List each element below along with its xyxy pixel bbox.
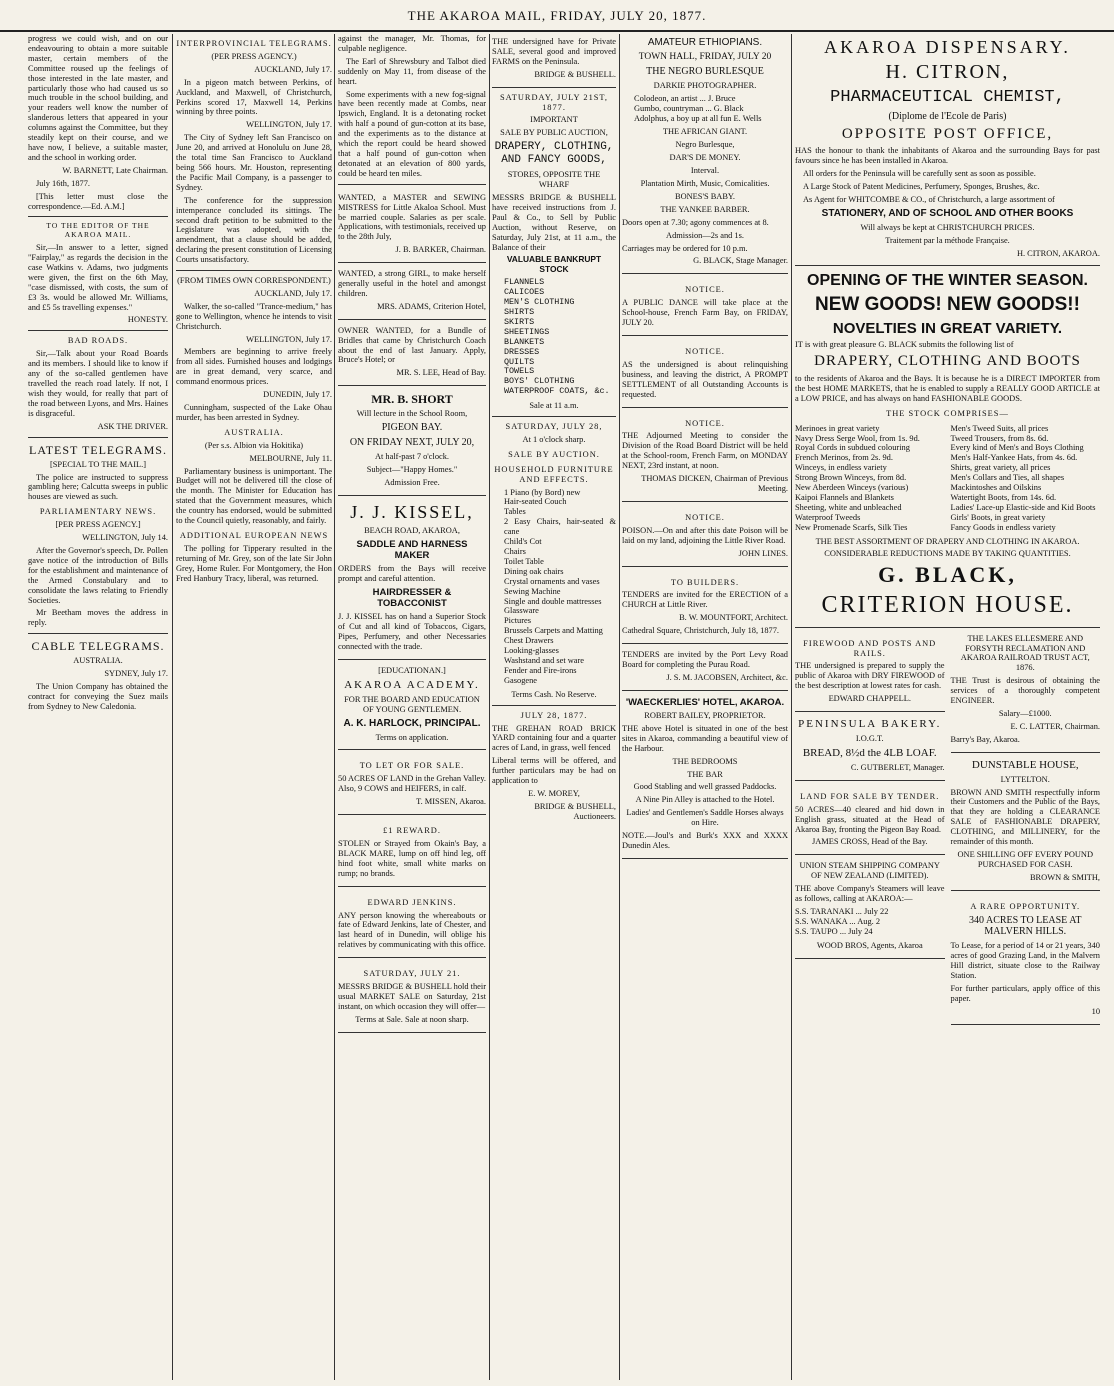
plantation-label: Plantation Mirth, Music, Comicalities. bbox=[640, 179, 770, 189]
morey-name: E. W. MOREY, bbox=[528, 788, 580, 798]
household-item-list bbox=[504, 488, 616, 686]
column-1 bbox=[28, 34, 168, 1380]
ad-signature: MRS. ADAMS, Criterion Hotel, bbox=[377, 301, 486, 311]
stock-entry: Fancy Goods in endless variety bbox=[950, 522, 1056, 532]
stock-entry: New Promenade Scarfs, Silk Ties bbox=[795, 522, 908, 532]
column-4 bbox=[492, 34, 616, 1380]
stock-item: WATERPROOF COATS, &c. bbox=[504, 386, 610, 397]
household-item: Pictures bbox=[504, 616, 531, 626]
nine-pin-alley: A Nine Pin Alley is attached to the Hotel. bbox=[635, 795, 775, 805]
stock-item: FLANNELS bbox=[504, 277, 545, 288]
stock-entry: Royal Cords in subdued colouring bbox=[795, 443, 910, 453]
ad-bakery bbox=[795, 715, 945, 781]
cast-member: Gumbo, countryman ... G. Black bbox=[634, 103, 744, 113]
household-item: Dining oak chairs bbox=[504, 566, 564, 576]
news-text: Some experiments with a new fog-signal have been recently made at Combs, near Ipswich, England. It is a detonating rocket with half a pound of gun-cotton at its base, and the experiments as to the distance at which the report could be heard showed that a half pound of gun-cotton when detonated at an elevation of 800 yards, could be heard ten miles. bbox=[338, 89, 486, 178]
column-3 bbox=[338, 34, 486, 1380]
lakes-title: THE LAKES ELLESMERE AND FORSYTH RECLAMATION AND AKAROA RAILROAD TRUST ACT, 1876. bbox=[960, 633, 1090, 673]
chappell: EDWARD CHAPPELL. bbox=[828, 694, 911, 704]
ad-signature: BRIDGE & BUSHELL. bbox=[534, 69, 616, 79]
stock-item: MEN'S CLOTHING bbox=[504, 297, 575, 308]
letter-date: July 16th, 1877. bbox=[36, 178, 90, 188]
latter: E. C. LATTER, Chairman. bbox=[1010, 721, 1100, 731]
stock-item: SHIRTS bbox=[504, 306, 535, 317]
town-hall: TOWN HALL, FRIDAY, JULY 20 bbox=[638, 51, 772, 62]
lecture-line: At half-past 7 o'clock. bbox=[374, 451, 450, 461]
citron-name: H. CITRON, bbox=[885, 61, 1010, 84]
intro-text: IT is with great pleasure G. BLACK submits the following list of bbox=[795, 340, 1014, 350]
to-let-title: TO LET OR FOR SALE. bbox=[359, 761, 465, 771]
auction-date: SATURDAY, JULY 21ST, 1877. bbox=[499, 92, 609, 112]
ad-builders bbox=[622, 570, 788, 645]
carriages: Carriages may be ordered for 10 p.m. bbox=[622, 243, 748, 253]
to-editor: TO THE EDITOR OF THE AKAROA MAIL. bbox=[46, 221, 150, 240]
burlesque-label: Negro Burlesque, bbox=[675, 140, 735, 150]
ad-dunstable bbox=[951, 756, 1101, 891]
union-text: THE above Company's Steamers will leave as follows, calling at AKAROA:— bbox=[795, 884, 945, 904]
ad-wanted-girl bbox=[338, 266, 486, 320]
household-item: Crystal ornaments and vases bbox=[504, 576, 600, 586]
notice-title: NOTICE. bbox=[685, 347, 725, 357]
ad-notice-settlement bbox=[622, 339, 788, 408]
stock-entry: Waterproof Tweeds bbox=[795, 512, 861, 522]
ad-text: WANTED, a strong GIRL, to make herself generally useful in the hotel and amongst children. bbox=[338, 269, 486, 298]
drapery-clothing-boots: DRAPERY, CLOTHING AND BOOTS bbox=[814, 353, 1081, 370]
pharmaceutical-chemist: PHARMACEUTICAL CHEMIST, bbox=[830, 87, 1065, 107]
news-text: The polling for Tipperary resulted in the returning of Mr. Grey, son of the late Sir John Grey, Home Ruler. For Montgomery, the Hon Fred Hanbury Tracy, liberal, was returned. bbox=[176, 543, 332, 583]
stock-item: SKIRTS bbox=[504, 316, 535, 327]
bad-roads-title: BAD ROADS. bbox=[67, 336, 129, 346]
ad-jenkins bbox=[338, 890, 486, 959]
household-item: Single and double mattresses bbox=[504, 596, 602, 606]
july-28-time: At 1 o'clock sharp. bbox=[522, 434, 586, 444]
lecturer-name: MR. B. SHORT bbox=[371, 392, 453, 407]
dunstable-title: DUNSTABLE HOUSE, bbox=[971, 758, 1079, 771]
column-5 bbox=[622, 34, 788, 1380]
news-text: Cunningham, suspected of the Lake Ohau murder, has been arrested in Sydney. bbox=[176, 403, 332, 422]
grehan-text: THE GREHAN ROAD BRICK YARD containing four and a quarter acres of Land, in grass, well fenced bbox=[492, 723, 616, 753]
stage-manager: G. BLACK, Stage Manager. bbox=[693, 256, 788, 266]
editor-note: [This letter must close the correspondence.—Ed. A.M.] bbox=[28, 191, 168, 211]
stock-entry: Kaipoi Flannels and Blankets bbox=[795, 492, 894, 502]
dance-text: A PUBLIC DANCE will take place at the School-house, French Farm Bay, on FRIDAY, JULY 20. bbox=[622, 298, 788, 328]
ad-hotel bbox=[622, 694, 788, 859]
notice-title: NOTICE. bbox=[685, 512, 725, 522]
academy-title: AKAROA ACADEMY. bbox=[344, 678, 480, 691]
interprovincial-title: INTERPROVINCIAL TELEGRAMS. bbox=[176, 39, 332, 48]
stock-item: TOWELS bbox=[504, 366, 535, 377]
hotel-title: 'WAECKERLIES' HOTEL, AKAROA. bbox=[625, 696, 785, 708]
household-item: Chairs bbox=[504, 547, 526, 556]
column-rule bbox=[791, 34, 792, 1380]
lakes-text: THE Trust is desirous of obtaining the services of a thoroughly competent ENGINEER. bbox=[950, 676, 1100, 706]
land-text: 50 ACRES—40 cleared and hid down in English grass, situated at the Head of Akaroa Bay, fronting the Pigeon Bay Road. bbox=[795, 804, 945, 834]
architect: B. W. MOUNTFORT, Architect. bbox=[679, 613, 788, 623]
saddle-horses: Ladies' and Gentlemen's Saddle Horses always on Hire. bbox=[626, 808, 784, 828]
lecture-line: Subject—"Happy Homes." bbox=[366, 464, 458, 474]
reward-title: £1 REWARD. bbox=[383, 826, 441, 836]
household-item: Gasogene bbox=[504, 675, 538, 685]
acres-to-lease: 340 ACRES TO LEASE AT MALVERN HILLS. bbox=[969, 914, 1082, 938]
ship-sailing: S.S. TAUPO ... July 24 bbox=[795, 926, 873, 936]
cast-list bbox=[634, 94, 788, 124]
lyttelton: LYTTELTON. bbox=[1000, 774, 1050, 784]
firewood-title: FIREWOOD AND POSTS AND RAILS. bbox=[803, 638, 937, 658]
stock-item: DRESSES bbox=[504, 346, 540, 357]
kissel-address: BEACH ROAD, AKAROA, bbox=[364, 525, 460, 535]
dispensary-text: A Large Stock of Patent Medicines, Perfumery, Sponges, Brushes, &c. bbox=[803, 182, 1040, 192]
union-title: UNION STEAM SHIPPING COMPANY OF NEW ZEALAND (LIMITED). bbox=[799, 861, 940, 881]
hairdresser-heading: HAIRDRESSER & TOBACCONIST bbox=[372, 587, 452, 610]
column-6 bbox=[795, 34, 1100, 1380]
latest-text: The police are instructed to suppress gambling here; Calcutta sweeps in public houses are viewed as such. bbox=[28, 472, 168, 502]
stock-entry: Mackintoshes and Oilskins bbox=[950, 483, 1042, 493]
christchurch-prices: Will always be kept at CHRISTCHURCH PRICES. bbox=[860, 222, 1035, 232]
dispensary-text: All orders for the Peninsula will be carefully sent as soon as possible. bbox=[803, 169, 1036, 179]
bakery-manager: C. GUTBERLET, Manager. bbox=[850, 762, 945, 772]
bedrooms: THE BEDROOMS bbox=[672, 756, 738, 766]
dateline: AUCKLAND, July 17. bbox=[254, 64, 332, 74]
money-title: DAR'S DE MONEY. bbox=[669, 153, 741, 163]
parl-text: After the Governor's speech, Dr. Pollen gave notice of the introduction of Bills for the establishment and maintenance of the Armed Constabulary and to consolidate the laws relating to Friendly Societies. bbox=[28, 546, 168, 605]
stock-entry: Every kind of Men's and Boys Clothing bbox=[950, 443, 1084, 453]
stock-entry: Men's Half-Yankee Hats, from 4s. 6d. bbox=[950, 453, 1078, 463]
notice-title: NOTICE. bbox=[685, 285, 725, 295]
to-let-text: 50 ACRES OF LAND in the Grehan Valley. Also, 9 COWS and HEIFERS, in calf. bbox=[338, 774, 486, 794]
architect: J. S. M. JACOBSEN, Architect, &c. bbox=[666, 672, 788, 682]
g-black: G. BLACK, bbox=[878, 562, 1017, 588]
news-text: Parliamentary business is unimportant. The Budget will not be delivered till the close of the month. The Minister for Education has stated that the Government measures, which the country has endorsed, would be submitted to the Council quietly, reasonably, and fairly. bbox=[176, 466, 332, 526]
sale-by-auction: SALE BY AUCTION. bbox=[508, 449, 600, 459]
poison-signature: JOHN LINES. bbox=[738, 548, 788, 558]
ad-lakes-trust bbox=[951, 631, 1101, 753]
negro-burlesque: THE NEGRO BURLESQUE bbox=[646, 66, 764, 77]
parl-text-2: Mr Beetham moves the address in reply. bbox=[28, 608, 168, 628]
own-correspondent: (FROM TIMES OWN CORRESPONDENT.) bbox=[177, 276, 331, 286]
hotel-text: THE above Hotel is situated in one of the best sites in Akaroa, commanding a beautiful view of the Harbour. bbox=[622, 723, 788, 753]
builders-title: TO BUILDERS. bbox=[670, 577, 740, 587]
column-rule bbox=[172, 34, 173, 1380]
stock-list-right bbox=[951, 424, 1101, 533]
reductions: CONSIDERABLE REDUCTIONS MADE BY TAKING QUANTITIES. bbox=[824, 549, 1071, 559]
diplome: (Diplome de l'Ecole de Paris) bbox=[888, 110, 1007, 122]
to-let-signature: T. MISSEN, Akaroa. bbox=[416, 797, 486, 807]
household-item: 1 Piano (by Bord) new bbox=[504, 487, 581, 497]
stock-entry: Strong Brown Winceys, from 8d. bbox=[795, 473, 907, 483]
ad-dispensary bbox=[795, 34, 1100, 266]
column-rule bbox=[619, 34, 620, 1380]
news-text: against the manager, Mr. Thomas, for culpable negligence. bbox=[338, 34, 486, 53]
ad-poison bbox=[622, 505, 788, 567]
market-sale-title: SATURDAY, JULY 21. bbox=[363, 969, 461, 979]
household-item: 2 Easy Chairs, hair-seated & cane bbox=[504, 517, 616, 537]
letter-text: progress we could wish, and on our endeavouring to obtain a more suitable master, certain members of the Committee roused up the feelings of those interested in the late master, and particularly those who had caused us so much trouble in the school building, and your readers well know the number of slanderous letters that appeared in your columns against the Committee, but they steadily kept on their course, and we have now, I believe, a suitable master, and the school in working order. bbox=[28, 34, 168, 162]
kissel-orders: ORDERS from the Bays will receive prompt and careful attention. bbox=[338, 564, 486, 584]
bar: THE BAR bbox=[687, 769, 723, 779]
stock-list-left bbox=[795, 424, 945, 533]
masthead: THE AKAROA MAIL, FRIDAY, JULY 20, 1877. bbox=[0, 8, 1114, 32]
ad-kissel bbox=[338, 499, 486, 660]
best-assortment: THE BEST ASSORTMENT OF DRAPERY AND CLOTHING IN AKAROA. bbox=[815, 536, 1080, 546]
reward-text: STOLEN or Strayed from Okain's Bay, a BLACK MARE, lump on off hind leg, off hind foot white, small white marks on rump; no brands. bbox=[338, 838, 486, 878]
household-item: Chest Drawers bbox=[504, 636, 554, 646]
july-28-title: SATURDAY, JULY 28, bbox=[505, 422, 603, 432]
lecture-line: PIGEON BAY. bbox=[381, 422, 443, 434]
ad-to-let bbox=[338, 753, 486, 815]
bones-baby: BONES'S BABY. bbox=[675, 191, 735, 201]
ad-private-sale bbox=[492, 34, 616, 88]
household-item: Hair-seated Couch bbox=[504, 497, 567, 507]
darkie-photographer: DARKIE PHOTOGRAPHER. bbox=[653, 80, 757, 90]
stock-entry: Ladies' Lace-up Elastic-side and Kid Boots bbox=[950, 502, 1096, 512]
rare-opportunity: A RARE OPPORTUNITY. bbox=[970, 901, 1081, 911]
parl-date: WELLINGTON, July 14. bbox=[82, 533, 168, 543]
ad-owner-wanted bbox=[338, 323, 486, 387]
lease-text: To Lease, for a period of 14 or 21 years, 340 acres of good Grazing Land, in the Malvern Hill district, situate close to the Railway Station. bbox=[950, 941, 1100, 980]
drapery-heading: DRAPERY, CLOTHING, AND FANCY GOODS, bbox=[494, 141, 614, 167]
stock-item: QUILTS bbox=[504, 356, 535, 367]
stock-entry: Men's Collars and Ties, all shapes bbox=[950, 473, 1065, 483]
cathedral-date: Cathedral Square, Christchurch, July 18, 1877. bbox=[622, 626, 780, 636]
ad-lecture bbox=[338, 389, 486, 495]
ad-black-drapery bbox=[795, 269, 1100, 627]
educational-label: [EDUCATIONAN.] bbox=[378, 666, 446, 676]
admission: Admission—2s and 1s. bbox=[666, 230, 744, 240]
auctioneers: BRIDGE & BUSHELL, Auctioneers. bbox=[534, 801, 616, 821]
cable-text: The Union Company has obtained the contract for conveying the Suez mails from Sydney to New Caledonia. bbox=[28, 682, 168, 712]
stock-lists bbox=[795, 422, 1100, 537]
australia-heading: AUSTRALIA. bbox=[224, 427, 284, 437]
stock-comprises: THE STOCK COMPRISES— bbox=[886, 408, 1009, 418]
news-text: Members are beginning to arrive freely from all sides. Furnished houses and lodgings are in great demand, very scarce, and command enormous prices. bbox=[176, 347, 332, 387]
further-particulars: For further particulars, apply office of this paper. bbox=[950, 983, 1100, 1003]
news-text: In a pigeon match between Perkins, of Auckland, and Maxwell, of Christchurch, Perkins scored 17, Maxwell 14, Perkins winning by three points. bbox=[176, 77, 332, 117]
household-title: HOUSEHOLD FURNITURE AND EFFECTS. bbox=[494, 464, 614, 484]
stock-entry: Men's Tweed Suits, all prices bbox=[950, 423, 1049, 433]
ad-notice-meeting bbox=[622, 411, 788, 502]
shilling-off: ONE SHILLING OFF EVERY POUND PURCHASED FOR CASH. bbox=[957, 850, 1094, 869]
household-item: Washstand and set ware bbox=[504, 655, 585, 665]
stock-item: CALICOES bbox=[504, 287, 545, 298]
traitement: Traitement par la méthode Française. bbox=[885, 235, 1010, 245]
ad-market-sale bbox=[338, 961, 486, 1033]
ad-text: WANTED, a MASTER and SEWING MISTRESS for Little Akaloa School. Must be married couple. Salaries as per scale. Applications, with testimonials, received up to the 28th July, bbox=[338, 192, 486, 242]
dateline: WELLINGTON, July 17. bbox=[246, 120, 332, 130]
ship-list bbox=[795, 907, 945, 937]
bad-roads-text: Sir,—Talk about your Road Boards and its members. I should like to know if any of the so-called gentlemen have travelled the reach road lately. If not, I wish they would, for really that part of the road between Lyons, and Mrs. Haines is disgraceful. bbox=[28, 349, 168, 418]
amateur-title: AMATEUR ETHIOPIANS. bbox=[647, 37, 763, 48]
dispensary-text: HAS the honour to thank the inhabitants of Akaroa and the surrounding Bays for past favours since he has been installed in Akaroa. bbox=[795, 146, 1100, 166]
dateline: DUNEDIN, July 17. bbox=[263, 390, 332, 400]
stock-entry: New Aberdeen Winceys (various) bbox=[795, 483, 909, 493]
ad-text: OWNER WANTED, for a Bundle of Bridles that came by Christchurch Coach about the end of last January. Apply, Bruce's Hotel; or bbox=[338, 325, 486, 365]
household-item: Fender and Fire-irons bbox=[504, 665, 577, 675]
dateline: WELLINGTON, July 17. bbox=[246, 334, 332, 344]
parliamentary-title: PARLIAMENTARY NEWS. bbox=[39, 507, 157, 517]
lecture-line: Will lecture in the School Room, bbox=[356, 409, 468, 419]
bakery-title: PENINSULA BAKERY. bbox=[798, 718, 942, 731]
stock-entry: Tweed Trousers, from 8s. 6d. bbox=[950, 433, 1049, 443]
notice-text: AS the undersigned is about relinquishing business, and leaving the district, A PROMPT SETTLEMENT of all Outstanding Accounts is requested. bbox=[622, 359, 788, 399]
stabling: Good Stabling and well grassed Paddocks. bbox=[633, 782, 777, 792]
cable-title: CABLE TELEGRAMS. bbox=[31, 639, 165, 654]
cast-member: Colodeon, an artist ... J. Bruce bbox=[634, 93, 736, 103]
academy-subtitle: FOR THE BOARD AND EDUCATION OF YOUNG GENTLEMEN. bbox=[344, 694, 480, 714]
stock-item: BOYS' CLOTHING bbox=[504, 376, 575, 387]
stock-entry: Navy Dress Serge Wool, from 1s. 9d. bbox=[795, 433, 920, 443]
opposite-post-office: OPPOSITE POST OFFICE, bbox=[841, 125, 1054, 142]
tenders-text: TENDERS are invited for the ERECTION of a CHURCH at Little River. bbox=[622, 590, 788, 610]
notice-text: THE Adjourned Meeting to consider the Division of the Road Board District will be held at the School-room, French Farm, on MONDAY NEXT, 23rd instant, at noon. bbox=[622, 431, 788, 471]
news-text: The City of Sydney left San Francisco on June 20, and arrived at Honolulu on June 28, the total time San Francisco to Auckland being 566 hours. Mr. Houston, representing the Pacific Mail Company, is a passenger to Sydney. bbox=[176, 133, 332, 192]
ship-sailing: S.S. TARANAKI ... July 22 bbox=[795, 906, 889, 916]
household-item: Looking-glasses bbox=[504, 646, 559, 656]
stock-entry: French Merinos, from 2s. 9d. bbox=[795, 453, 893, 463]
barrys-bay: Barry's Bay, Akaroa. bbox=[950, 734, 1020, 744]
ad-signature: MR. S. LEE, Head of Bay. bbox=[396, 368, 486, 378]
household-item: Toilet Table bbox=[504, 556, 544, 566]
salary: Salary—£1000. bbox=[998, 708, 1052, 718]
jenkins-title: EDWARD JENKINS. bbox=[367, 897, 457, 907]
auction-label: SALE BY PUBLIC AUCTION, bbox=[500, 128, 608, 138]
stock-entry: Watertight Boots, from 14s. 6d. bbox=[950, 492, 1057, 502]
stock-item-list bbox=[504, 278, 616, 397]
poison-text: POISON.—On and after this date Poison will be laid on my land, adjoining the Little River Road. bbox=[622, 525, 788, 545]
jenkins-text: ANY person knowing the whereabouts or fate of Edward Jenkins, late of Chester, and last heard of in Dunedin, will oblige his relatives by communicating with this office. bbox=[338, 910, 486, 950]
kissel-trade: SADDLE AND HARNESS MAKER bbox=[356, 538, 468, 561]
firewood-text: THE undersigned is prepared to supply the public of Akaroa with DRY FIREWOOD of the best description at lowest rates for cash. bbox=[795, 661, 945, 691]
land-title: LAND FOR SALE BY TENDER. bbox=[800, 791, 940, 801]
doors-open: Doors open at 7.30; agony commences at 8. bbox=[622, 217, 769, 227]
stock-item: BLANKETS bbox=[504, 336, 545, 347]
news-text: The Earl of Shrewsbury and Talbot died suddenly on May 11, from disease of the heart. bbox=[338, 56, 486, 86]
citron-signature: H. CITRON, AKAROA. bbox=[1016, 248, 1100, 258]
page-number: 10 bbox=[1091, 1006, 1100, 1016]
july-28-1877: JULY 28, 1877. bbox=[520, 710, 588, 720]
dateline: AUCKLAND, July 17. bbox=[254, 288, 332, 298]
kissel-name: J. J. KISSEL, bbox=[350, 501, 474, 522]
ad-ethiopians bbox=[622, 34, 788, 274]
stock-item: SHEETINGS bbox=[504, 326, 550, 337]
dispensary-title: AKAROA DISPENSARY. bbox=[824, 37, 1071, 57]
important-label: IMPORTANT bbox=[530, 115, 578, 125]
stock-entry: Girls' Boots, in great variety bbox=[950, 512, 1046, 522]
stock-entry: Merinoes in great variety bbox=[795, 423, 880, 433]
news-text: The conference for the suppression intemperance concluded its sittings. The second draft petition to be submitted to the Legislature was adopted, with the amendment, that a clause should be added, declaring the present constitution of Licensing Courts unsatisfactory. bbox=[176, 195, 332, 265]
household-item: Sewing Machine bbox=[504, 586, 561, 596]
market-sale-terms: Terms at Sale. Sale at noon sharp. bbox=[355, 1014, 469, 1024]
ad-dance bbox=[622, 277, 788, 336]
novelties: NOVELTIES IN GREAT VARIETY. bbox=[832, 319, 1063, 337]
ad-signature: J. B. BARKER, Chairman. bbox=[395, 245, 486, 255]
hairdresser-text: J. J. KISSEL has on hand a Superior Stock of Cut and all kind of Tobaccos, Cigars, Pipes, Perfumery, and other Necessaries connected with the trade. bbox=[338, 612, 486, 652]
ship-sailing: S.S. WANAKA ... Aug. 2 bbox=[795, 916, 881, 926]
criterion-house: CRITERION HOUSE. bbox=[821, 592, 1074, 619]
special-note: [SPECIAL TO THE MAIL.] bbox=[49, 459, 146, 469]
press-agency: [PER PRESS AGENCY.] bbox=[55, 520, 141, 530]
news-text: Walker, the so-called "Trance-medium," has gone to Wellington, whence he intends to visit Christchurch. bbox=[176, 301, 332, 331]
stores-label: STORES, OPPOSITE THE WHARF bbox=[507, 170, 601, 190]
tenders-text: TENDERS are invited by the Port Levy Road Board for completing the Purau Road. bbox=[622, 650, 788, 669]
interval-label: Interval. bbox=[690, 166, 720, 176]
ad-academy bbox=[338, 663, 486, 750]
notice-signature: THOMAS DICKEN, Chairman of Previous Meeting. bbox=[641, 474, 788, 493]
lecture-line: Admission Free. bbox=[384, 477, 440, 487]
dunstable-text: BROWN AND SMITH respectfully inform their Customers and the Public of the Bays, that they are holding a CLEARANCE SALE of FASHIONABLE DRAPERY, CLOTHING, and MILLINERY, for the remainder of this month. bbox=[950, 787, 1100, 847]
academy-terms: Terms on application. bbox=[375, 732, 449, 742]
stock-entry: Sheeting, white and unbleached bbox=[795, 502, 902, 512]
column-rule bbox=[489, 34, 490, 1380]
wood-bros: WOOD BROS, Agents, Akaroa bbox=[816, 940, 923, 950]
african-giant: THE AFRICAN GIANT. bbox=[662, 127, 748, 137]
intro-text-2: to the residents of Akaroa and the Bays. It is because he is a DIRECT IMPORTER from the best HOME MARKETS, that he is enabled to supply a REALLY GOOD ARTICLE at a LOW PRICE, and has always on hand FASHIONABLE GOODS. bbox=[795, 373, 1100, 403]
dateline: MELBOURNE, July 11. bbox=[249, 453, 332, 463]
ad-firewood bbox=[795, 631, 945, 712]
lecture-line: ON FRIDAY NEXT, JULY 20, bbox=[349, 437, 475, 449]
household-item: Brussels Carpets and Matting bbox=[504, 626, 603, 636]
brown-smith: BROWN & SMITH, bbox=[1029, 872, 1100, 882]
column-2 bbox=[176, 34, 332, 1380]
letter-2: Sir,—In answer to a letter, signed "Fairplay," as regards the decision in the case Watkins v. Adams, two judgments were given, the first on the 6th May, "case dismissed, with costs, the sum of £3 3s. would be allowed Mr. Williams, and £5 5s travelling expenses." bbox=[28, 243, 168, 312]
liberal-text: Liberal terms will be offered, and further particulars may be had on application to bbox=[492, 756, 616, 786]
ad-text: THE undersigned have for Private SALE, several good and improved FARMS on the Peninsula. bbox=[492, 37, 616, 66]
opening-title: OPENING OF THE WINTER SEASON. bbox=[807, 272, 1088, 290]
ad-reward bbox=[338, 818, 486, 887]
iogt: I.O.G.T. bbox=[855, 734, 884, 744]
hotel-proprietor: ROBERT BAILEY, PROPRIETOR. bbox=[644, 710, 766, 720]
stock-entry: Shirts, great variety, all prices bbox=[950, 463, 1051, 473]
column-rule bbox=[334, 34, 335, 1380]
european-news-title: ADDITIONAL EUROPEAN NEWS bbox=[179, 530, 329, 540]
ad-tenders-purau bbox=[622, 647, 788, 691]
stationery: STATIONERY, AND OF SCHOOL AND OTHER BOOKS bbox=[821, 207, 1074, 219]
via-hokitika: (Per s.s. Albion via Hokitika) bbox=[204, 440, 304, 450]
household-item: Glassware bbox=[504, 606, 539, 616]
yankee-barber: THE YANKEE BARBER. bbox=[660, 204, 750, 214]
signature-driver: ASK THE DRIVER. bbox=[97, 421, 168, 431]
ad-land-tender bbox=[795, 784, 945, 856]
james-cross: JAMES CROSS, Head of the Bay. bbox=[811, 837, 928, 847]
household-item: Child's Cot bbox=[504, 537, 542, 547]
dispensary-text: As Agent for WHITCOMBE & CO., of Christchurch, a large assortment of bbox=[803, 194, 1055, 204]
letter-signature: W. BARNETT, Late Chairman. bbox=[62, 165, 168, 175]
ales-note: NOTE.—Joul's and Burk's XXX and XXXX Dunedin Ales. bbox=[622, 831, 788, 850]
sale-time: Sale at 11 a.m. bbox=[529, 401, 579, 411]
australia-label: AUSTRALIA. bbox=[73, 656, 123, 666]
bread-price: BREAD, 8½d the 4LB LOAF. bbox=[802, 746, 937, 759]
notice-title: NOTICE. bbox=[685, 418, 725, 428]
auction-text: MESSRS BRIDGE & BUSHELL have received instructions from J. Paul & Co., to Sell by Public Auction, without Reserve, on Saturday, July 21st, at 11 a.m., the Balance of their bbox=[492, 193, 616, 252]
ad-malvern bbox=[951, 894, 1101, 1025]
stock-entry: Winceys, in endless variety bbox=[795, 463, 887, 473]
latest-telegrams-title: LATEST TELEGRAMS. bbox=[29, 442, 167, 457]
new-goods: NEW GOODS! NEW GOODS!! bbox=[815, 294, 1080, 316]
ad-wanted-master bbox=[338, 190, 486, 263]
household-item: Tables bbox=[504, 507, 526, 517]
signature-honesty: HONESTY. bbox=[127, 315, 168, 325]
bankrupt-stock: VALUABLE BANKRUPT STOCK bbox=[506, 254, 602, 275]
academy-principal: A. K. HARLOCK, PRINCIPAL. bbox=[343, 717, 481, 729]
lower-ads bbox=[795, 631, 1100, 1028]
cast-member: Adolphus, a boy up at all fun E. Wells bbox=[634, 113, 762, 123]
press-agency: (PER PRESS AGENCY.) bbox=[211, 51, 297, 61]
cable-date: SYDNEY, July 17. bbox=[104, 669, 168, 679]
ad-union-steam bbox=[795, 858, 945, 958]
terms-cash: Terms Cash. No Reserve. bbox=[511, 689, 597, 699]
market-sale-text: MESSRS BRIDGE & BUSHELL hold their usual MARKET SALE on Saturday, 21st instant, on which occasion they will offer— bbox=[338, 982, 486, 1011]
